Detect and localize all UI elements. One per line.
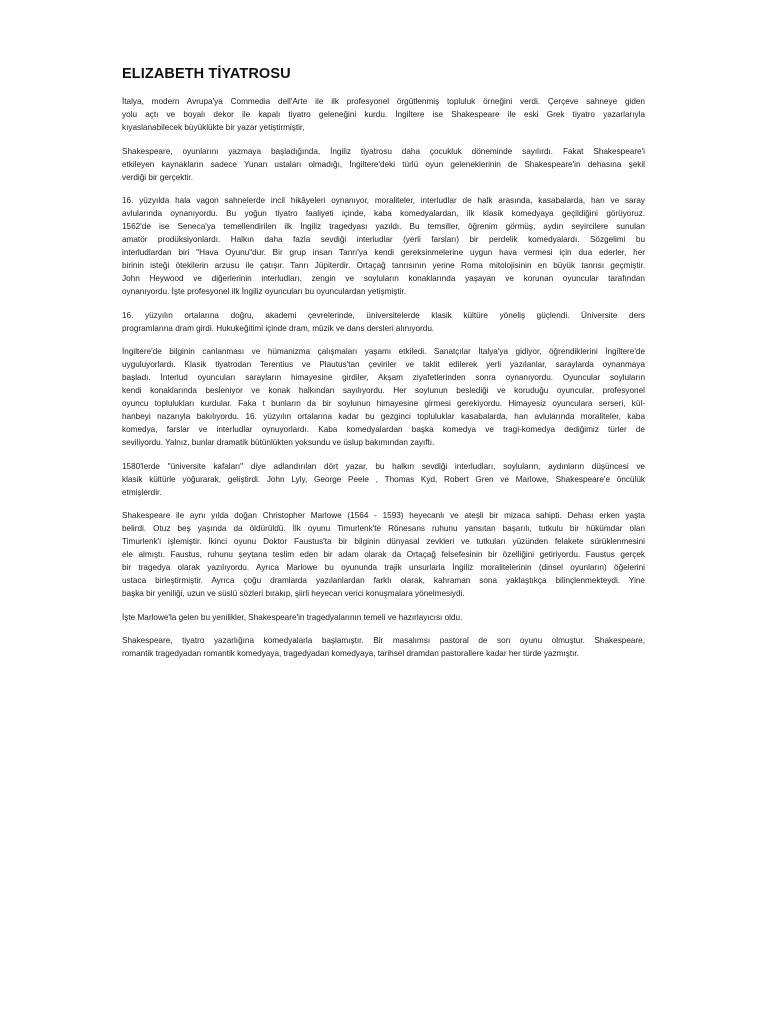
paragraph-line: kıyaslanabilecek büyüklükte bir yazar yetiştirmiştir,: [122, 123, 305, 132]
document-body: [122, 95, 645, 660]
paragraph-line: oynanıyordu. İşte profesyonel ilk İngiliz oyuncuları bu oyunculardan yetişmiştir.: [122, 287, 406, 296]
paragraph-line: ustaca birleştirmiştir. Ayrıca çoğu dramlarda yazılanlardan farklı olarak, kahraman sona yaklaştıkça bilinçlenmekteydi. Yine: [122, 576, 645, 585]
paragraph-line: belirdi. Otuz beş yaşında da öldürüldü. İlk oyunu Timurlenk'te Rönesans ruhunu yansıtan başarılı, tutkulu bir hükümdar olan: [122, 524, 645, 533]
paragraph-line: başka bir yeniliği, uzun ve süslü sözleri bırakıp, şiirli heyecan verici konuşmalara yönelmesiydi.: [122, 589, 465, 598]
paragraph-line: Shakespeare, oyunlarını yazmaya başladığında, İngiliz tiyatrosu daha çocukluk döneminde sayılırdı. Fakat Shakespeare'i: [122, 146, 645, 156]
paragraph-line: uyguluyorlardı. Klasik tiyatrodan Terentius ve Plautus'tan çeviriler ve taklit edilerek yerli yazılanlar, saraylarda oynanmaya: [122, 360, 645, 369]
paragraph-line: avlularında oynanıyordu. Bu yoğun tiyatro faaliyeti içinde, kaba komedyalardan, ilk klasik komedyaya geçildiğini görüyoruz.: [122, 209, 645, 218]
paragraph-line: John Heywood ve diğerlerinin interludları, zengin ve soyluların konaklarında yaşayan ve korunan oyuncular tarafından: [122, 274, 645, 283]
paragraph-line: birinin isteği ötekilerin arzusu ile çatışır. Tanrı Jüpiterdir. Ortaçağ tanrısının yerine Roma mitolojisinin en büyük tanrısı geçmiştir.: [122, 261, 645, 270]
paragraph: [122, 509, 645, 600]
paragraph-line: yolu açtı ve boyalı dekor ile kapalı tiyatro geleneğini kurdu. İngiltere ise Shakespeare ile eski Grek tiyatro yazarlarıyla: [122, 110, 645, 119]
paragraph: [122, 345, 645, 449]
paragraph: [122, 634, 645, 660]
paragraph-line: İşte Marlowe'la gelen bu yenilikler, Shakespeare'in tragedyalarının temeli ve hazırlayıcısı oldu.: [122, 612, 463, 622]
paragraph-line: 1562'de ise Seneca'ya temellendirilen ilk İngiliz tragedyası yazıldı. Bu temsiller, öğrenim görmüş, aydın seyircilere sunulan: [122, 222, 645, 231]
paragraph: [122, 145, 645, 184]
paragraph-line: seviliyordu. Yalnız, bunlar dramatik bütünlükten yoksundu ve üslup bakımından zayıftı.: [122, 438, 435, 447]
paragraph-line: Timurlenk'i işlemiştir. İkinci oyunu Doktor Faustus'ta bir bilginin dünyasal zevkleri ve tutkuları yüzünden felakete sürüklenmesini: [122, 537, 645, 546]
paragraph-line: 1580'lerde "üniversite kafaları" diye adlandırılan dört yazar, bu halkın sevdiği interludları, soyluların, aydınların düşüncesi ve: [122, 461, 645, 471]
paragraph-line: amatör prodüksiyonlardı. Halkın daha fazla sevdiği interludlar (yerli farsları) bir perdelik komedyalardı. Sözgelimi bu: [122, 235, 645, 244]
paragraph: [122, 611, 645, 624]
paragraph-line: etmişlerdir.: [122, 487, 162, 497]
paragraph-line: oyuncu toplulukları kurdular. Faka t bunların da bir soylunun himayesine girmesi gerekiyordu. Himayesiz oyunculara serseri, kül-: [122, 399, 645, 408]
paragraph-line: 16. yüzyılın ortalarına doğru, akademi çevrelerinde, üniversitelerde klasik kültüre yöneliş güçlendi. Üniversite ders: [122, 310, 645, 320]
paragraph: [122, 309, 645, 335]
paragraph-line: etkileyen kaynakların sadece Yunan ustaları olmadığı, İngiltere'deki türlü oyun geleneklerinin de Shakespeare'in dehasına şekil: [122, 159, 645, 169]
paragraph-line: bir tragedya olarak yazılıyordu. Ayrıca Marlowe bu oyununda trajik unsurlarla İngiliz moralitelerinin (dinsel oyunların) öğelerini: [122, 563, 645, 572]
paragraph-line: 16. yüzyılda hala vagon sahnelerde incil hikâyeleri oynanıyor, moraliteler, interludlar de halk arasında, kasabalarda, han ve saray: [122, 196, 645, 205]
paragraph-line: verdiği bir gerçektir.: [122, 172, 193, 182]
paragraph-line: programlarına dram girdi. Hukukeğitimi içinde dram, müzik ve dans dersleri alınıyordu.: [122, 323, 435, 333]
paragraph-line: kendi konaklarında besleniyor ve konak halkından sayılıyordu. Her soylunun beslediği ve koruduğu oyuncular, profesyonel: [122, 386, 645, 395]
paragraph-line: Shakespeare ile aynı yılda doğan Christopher Marlowe (1564 - 1593) heyecanlı ve ateşli bir mizaca sahipti. Dehası erken yaşta: [122, 511, 645, 520]
paragraph-line: Shakespeare, tiyatro yazarlığına komedyalarla başlamıştır. Bir masalımsı pastoral de son oyunu olmuştur. Shakespeare,: [122, 636, 645, 645]
paragraph-line: klasik kültürle yoğurarak, geliştirdi. John Lyly, George Peele , Thomas Kyd, Robert Gren ve Marlowe, Shakespeare'e öncülük: [122, 474, 645, 484]
paragraph-line: başladı. İnterlud oyuncuları sarayların himayesine girdiler, Akşam ziyafetlerinden sonra oynanıyordu. Oyuncular soyluların: [122, 373, 645, 382]
paragraph-line: İngiltere'de bilginin canlanması ve hümanizma çalışmaları yaşamı etkiledi. Sanatçılar İtalya'ya gidiyor, öğrendiklerini İngiltere'de: [122, 347, 645, 356]
paragraph-line: ele almıştı. Faustus, ruhunu şeytana teslim eden bir adam olarak da Ortaçağ felsefesinin bir özelliğini getiriyordu. Faustus gerçek: [122, 550, 645, 559]
paragraph-line: İtalya, modern Avrupa'ya Commedia dell'Arte ile ilk profesyonel örgütlenmiş topluluk örneğini verdi. Çerçeve sahneye giden: [122, 97, 645, 106]
document-page: [122, 66, 645, 671]
paragraph-line: komedya, farslar ve interludlar oynuyorlardı. Kaba komedyalardan başka komedya ve tragi-komedya dediğimiz türler de: [122, 425, 645, 434]
paragraph-line: hanbeyi nazarıyla bakılıyordu. 16. yüzyılın ortalarına kadar bu gezginci topluluklar kasabalarda, han avlularında moraliteler, kaba: [122, 412, 645, 421]
paragraph: [122, 460, 645, 499]
paragraph-line: interludlardan biri "Hava Oyunu"dur. Bir grup insan Tanrı'ya kendi gereksinmelerine uygun hava vermesi için dua ederler, her: [122, 248, 645, 257]
document-title: ELIZABETH TİYATROSU: [122, 66, 291, 82]
paragraph: [122, 95, 645, 134]
paragraph: [122, 194, 645, 298]
paragraph-line: romantik tragedyadan romantik komedyaya, tragedyadan komedyaya, tarihsel dramdan pastorallere kadar her türde yazmıştır.: [122, 649, 579, 658]
